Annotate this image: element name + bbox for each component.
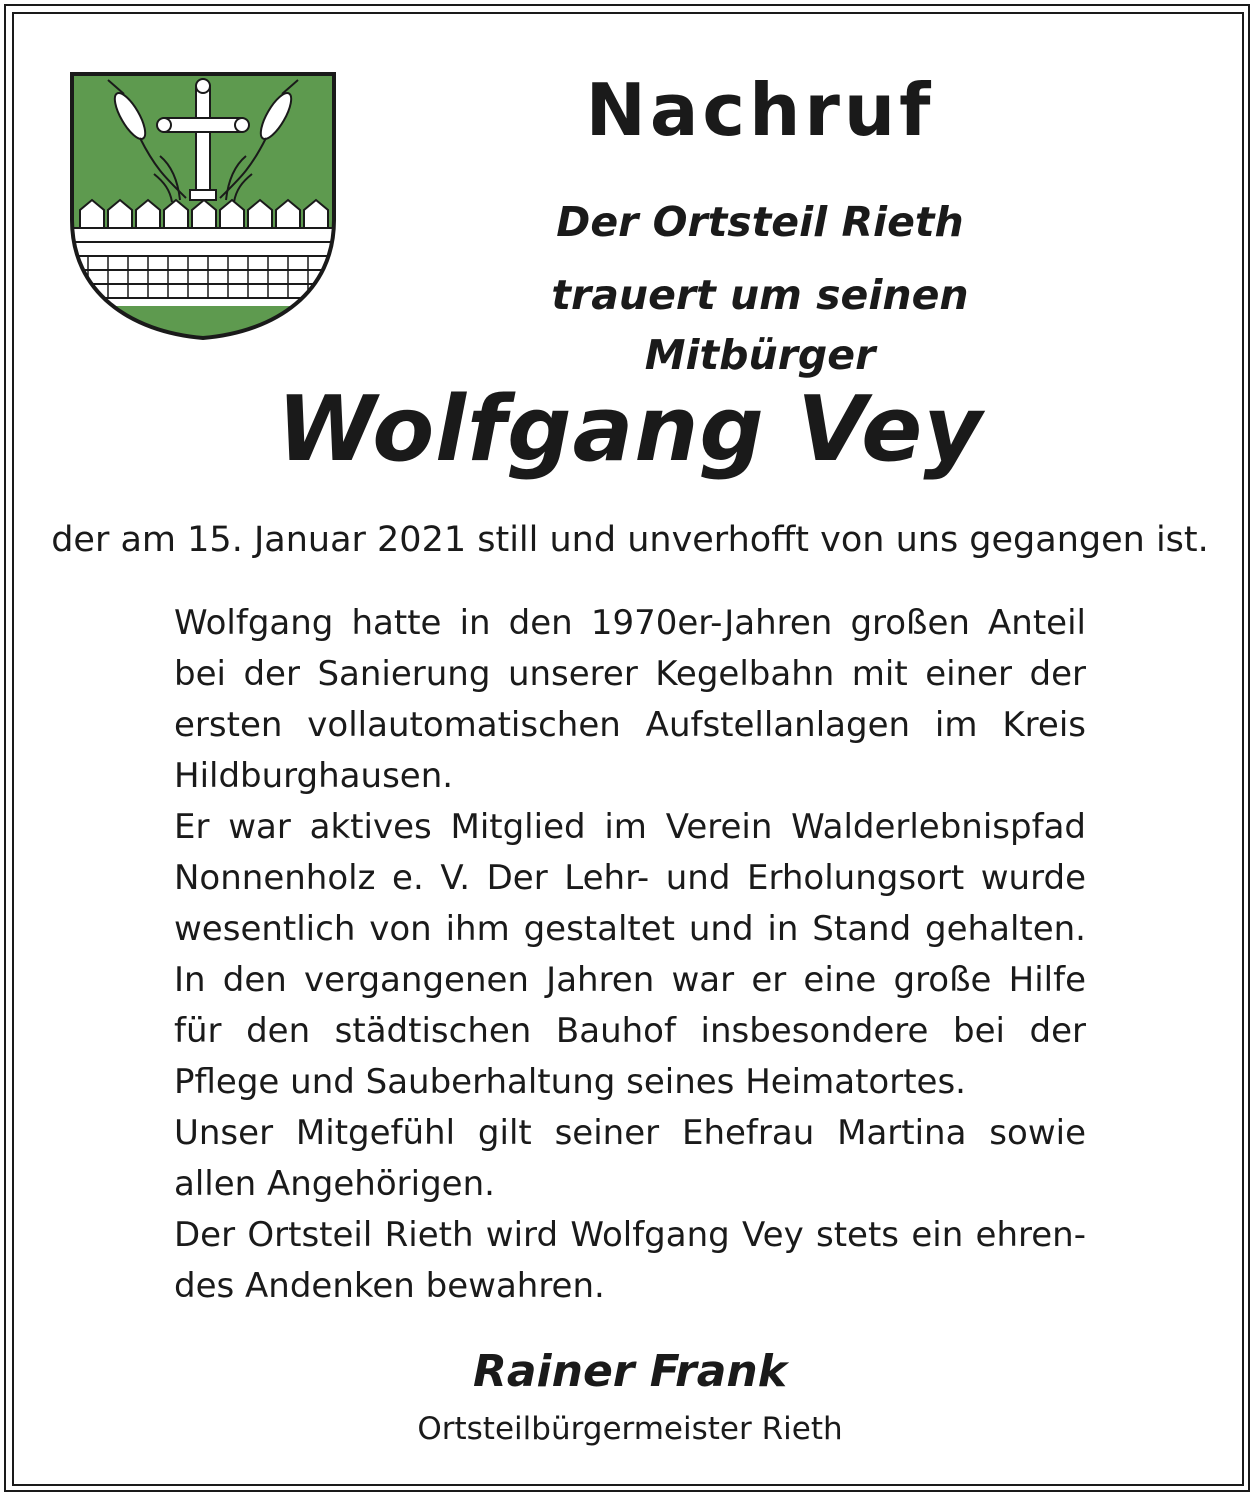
death-date-line: der am 15. Januar 2021 still und unverhofft von uns gegangen ist. — [51, 520, 1209, 560]
body-line: Hildburghausen. — [174, 756, 454, 796]
deceased-name: Wolfgang Vey — [277, 377, 983, 482]
signature-role: Ortsteilbürgermeister Rieth — [417, 1411, 843, 1447]
body-line: Der Ortsteil Rieth wird Wolfgang Vey stets ein ehren- — [174, 1215, 1086, 1255]
body-line: Unser Mitgefühl gilt seiner Ehefrau Martina sowie — [174, 1113, 1086, 1153]
subtitle-line-1: Der Ortsteil Rieth — [556, 198, 964, 246]
body-line: ersten vollautomatischen Aufstellanlagen im Kreis — [174, 705, 1086, 745]
body-line: Er war aktives Mitglied im Verein Walderlebnispfad — [174, 807, 1086, 847]
body-line: für den städtischen Bauhof insbesondere bei der — [174, 1011, 1086, 1051]
body-line: allen Angehörigen. — [174, 1164, 495, 1204]
subtitle-line-2: trauert um seinen Mitbürger — [551, 271, 969, 379]
notice-title: Nachruf — [585, 68, 935, 152]
body-line: Wolfgang hatte in den 1970er-Jahren großen Anteil — [174, 603, 1086, 643]
coat-of-arms-icon — [68, 70, 338, 342]
signature-name: Rainer Frank — [472, 1346, 788, 1397]
body-line: wesentlich von ihm gestaltet und in Stand gehalten. — [174, 909, 1086, 949]
body-line: bei der Sanierung unserer Kegelbahn mit einer der — [174, 654, 1086, 694]
obituary-body — [174, 598, 1086, 1312]
body-line: des Andenken bewahren. — [174, 1266, 605, 1306]
body-line: Nonnenholz e. V. Der Lehr- und Erholungsort wurde — [174, 858, 1086, 898]
body-line: Pflege und Sauberhaltung seines Heimatortes. — [174, 1062, 966, 1102]
body-line: In den vergangenen Jahren war er eine große Hilfe — [174, 960, 1086, 1000]
